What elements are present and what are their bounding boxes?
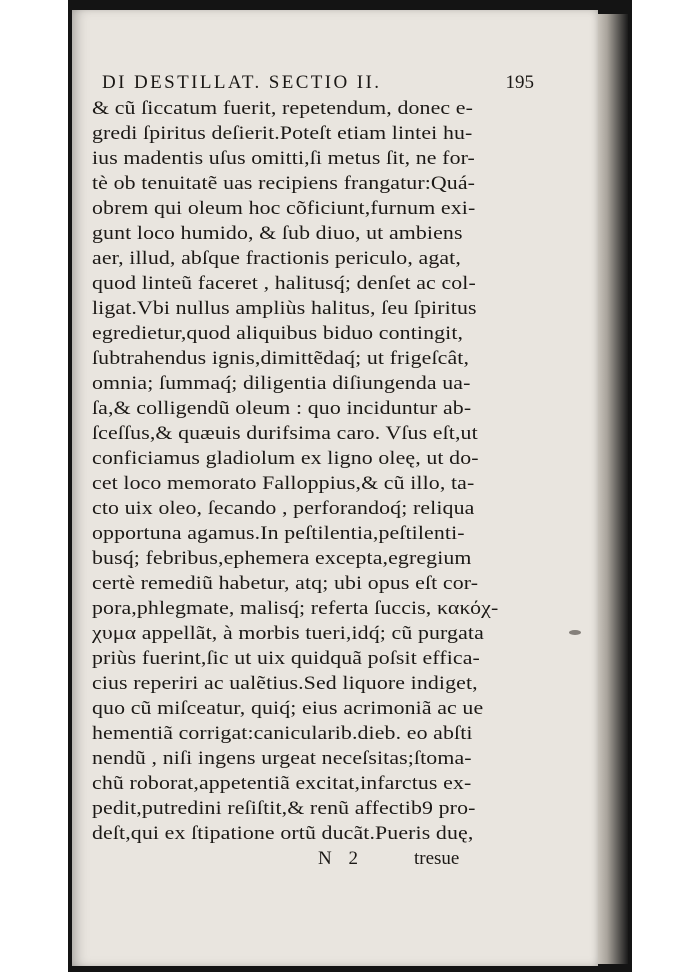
text-line-25: quo cũ miſceatur, quiq́; eius acrimoniã ac ue [92, 698, 484, 719]
text-line-18: opportuna agamus.In peſtilentia,peſtilenti- [92, 523, 465, 544]
text-line-19: busq́; febribus,ephemera excepta,egregium [92, 548, 472, 569]
text-line-23: priùs fuerint,ſic ut uix quidquã poſsit effica- [92, 648, 480, 669]
text-line-3: ius madentis uſus omitti,ſi metus ſit, ne for- [92, 148, 475, 169]
text-block [72, 10, 598, 966]
page-edge-shadow [598, 14, 628, 964]
text-line-12: omnia; ſummaq́; diligentia diſiungenda ua- [92, 373, 471, 394]
text-line-8: quod linteũ faceret , halitusq́; denſet ac col- [92, 273, 476, 294]
text-line-9: ligat.Vbi nullus ampliùs halitus, ſeu ſpiritus [92, 298, 477, 319]
signature-mark: N 2 [318, 848, 364, 869]
text-line-7: aer, illud, abſque fractionis periculo, agat, [92, 248, 461, 269]
text-line-17: cto uix oleo, ſecando , perforandoq́; reliqua [92, 498, 475, 519]
running-head-title: DI DESTILLAT. SECTIO II. [102, 72, 382, 93]
text-line-14: ſceſſus,& quæuis durifsima caro. Vſus eſt,ut [92, 423, 478, 444]
ink-blot [569, 630, 581, 635]
text-line-5: obrem qui oleum hoc cõficiunt,furnum exi- [92, 198, 476, 219]
text-line-15: conficiamus gladiolum ex ligno oleę, ut do- [92, 448, 479, 469]
text-line-16: cet loco memorato Falloppius,& cũ illo, ta- [92, 473, 475, 494]
text-line-13: ſa,& colligendũ oleum : quo inciduntur ab- [92, 398, 472, 419]
text-line-26: hementiã corrigat:canicularib.dieb. eo abſti [92, 723, 473, 744]
book-page [72, 10, 598, 966]
folio-number: 195 [505, 72, 534, 93]
text-line-1: & cũ ſiccatum fuerit, repetendum, donec e- [92, 98, 473, 119]
text-line-20: certè remediũ habetur, atq; ubi opus eſt cor- [92, 573, 479, 594]
text-line-28: chũ roborat,appetentiã excitat,infarctus ex- [92, 773, 472, 794]
running-head [102, 72, 534, 94]
text-line-21: pora,phlegmate, malisq́; referta ſuccis, κακόχ- [92, 598, 499, 619]
text-line-6: gunt loco humido, & ſub diuo, ut ambiens [92, 223, 463, 244]
text-line-11: ſubtrahendus ignis,dimittẽdaq́; ut frigeſcât, [92, 348, 470, 369]
text-line-4: tè ob tenuitatẽ uas recipiens frangatur:Quá- [92, 173, 476, 194]
text-line-22: χυμα appellãt, à morbis tueri,idq́; cũ purgata [92, 623, 484, 644]
text-line-24: cius reperiri ac ualẽtius.Sed liquore indiget, [92, 673, 478, 694]
catchword: tresue [414, 848, 460, 869]
text-line-29: pedit,putredini reſiſtit,& renũ affectib9 pro- [92, 798, 476, 819]
text-line-30: deſt,qui ex ſtipatione ortũ ducãt.Pueris duę, [92, 823, 474, 844]
text-line-27: nendũ , niſi ingens urgeat neceſsitas;ſtoma- [92, 748, 472, 769]
text-line-10: egredietur,quod aliquibus biduo contingit, [92, 323, 464, 344]
text-line-2: gredi ſpiritus deſierit.Poteſt etiam lintei hu- [92, 123, 473, 144]
